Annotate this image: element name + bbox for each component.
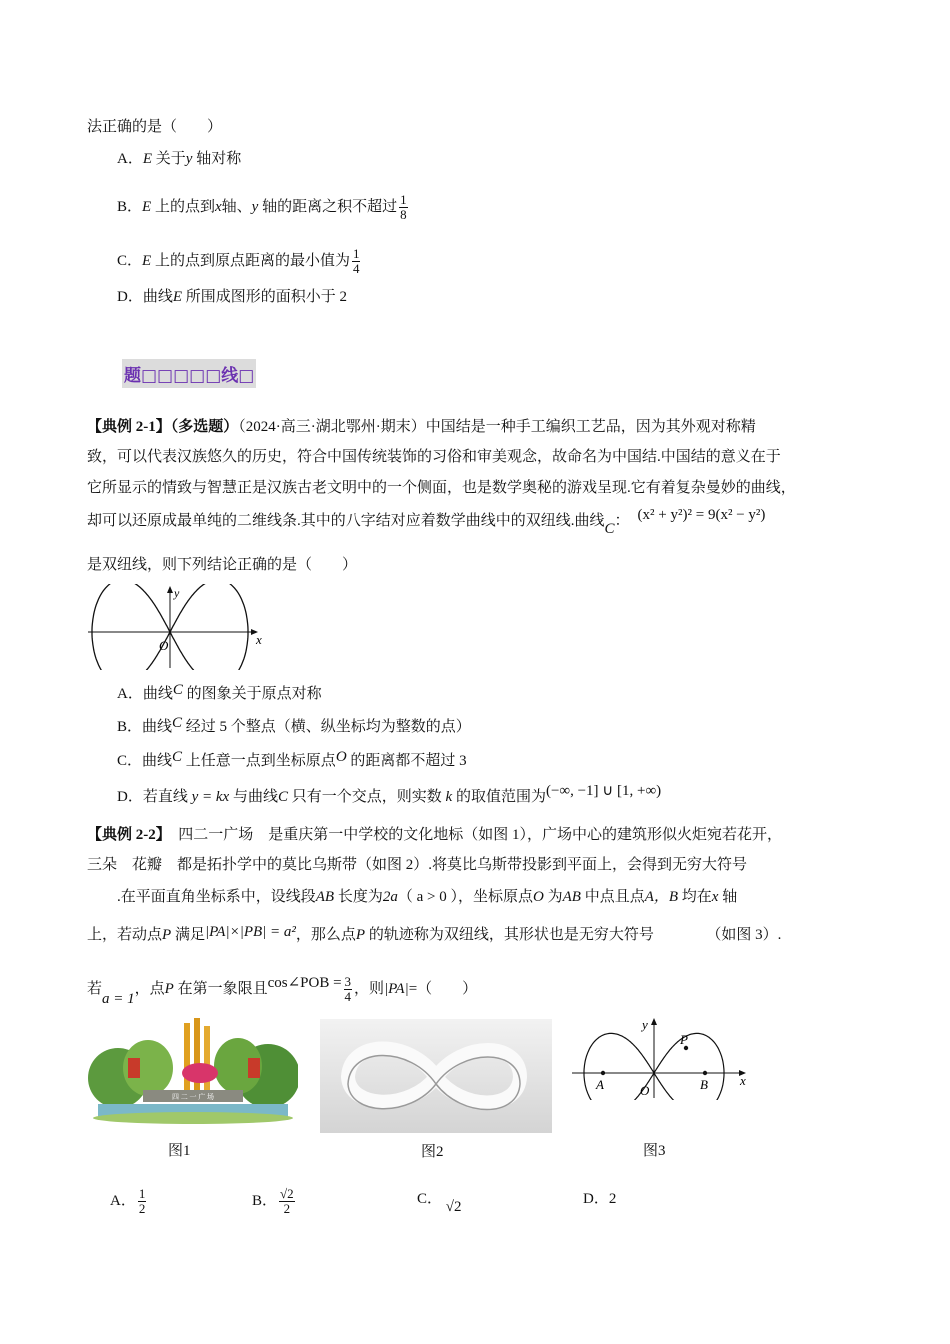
x-axis-label: x bbox=[256, 632, 262, 647]
section-heading: 题□□□□□线□ bbox=[122, 359, 256, 388]
option-d: D．若直线 y = kx 与曲线C 只有一个交点，则实数 k 的取值范围为(−∞, −1] ∪ [1, +∞) bbox=[117, 783, 662, 805]
svg-text:P: P bbox=[680, 1032, 688, 1047]
option-c: C．曲线C 上任意一点到坐标原点O 的距离都不超过 3 bbox=[117, 749, 467, 769]
example-2-1-line3: 它所显示的情致与智慧正是汉族古老文明中的一个侧面，也是数学奥秘的游戏呈现.它有着复杂曼妙的曲线， bbox=[87, 480, 796, 496]
fraction: $\frac{1}{4}$ bbox=[352, 246, 360, 276]
figure-2-caption: 图2 bbox=[421, 1144, 444, 1160]
example-2-1-line4: 却可以还原成最单纯的二维线条.其中的八字结对应着数学曲线中的双纽线.曲线C： (x² + y²)² = 9(x² − y²) bbox=[87, 507, 766, 537]
svg-text:y: y bbox=[642, 1017, 648, 1032]
option-a: A．E 关于y 轴对称 bbox=[117, 151, 242, 167]
answer-b: B． $\frac{√2}{2}$ bbox=[252, 1186, 294, 1216]
answer-d: D．2 bbox=[583, 1191, 617, 1207]
figure-3-caption: 图3 bbox=[643, 1143, 666, 1159]
figure-2-mobius-image bbox=[320, 1019, 552, 1133]
example-2-1-line2: 致，可以代表汉族悠久的历史，符合中国传统装饰的习俗和审美观念，故命名为中国结.中国结的意义在于 bbox=[87, 449, 781, 465]
option-b: B．E 上的点到x轴、y 轴的距离之积不超过 $\frac{1}{8}$ bbox=[117, 192, 407, 222]
option-d: D．曲线E 所围成图形的面积小于 2 bbox=[117, 289, 348, 305]
origin-label: O bbox=[159, 638, 169, 653]
example-2-1-line1: 【典例 2-1】（多选题）（2024·高三·湖北鄂州·期末）中国结是一种手工编织工艺品，因为其外观对称精 bbox=[87, 419, 756, 435]
svg-text:B: B bbox=[700, 1077, 708, 1092]
example-2-2-line4: 上，若动点P 满足|PA|×|PB| = a²，那么点P 的轨迹称为双纽线，其形状也是无穷大符号 （如图 3）. bbox=[87, 924, 782, 943]
example-2-2-line3: .在平面直角坐标系中，设线段AB 长度为2a（ a > 0 ），坐标原点O 为AB 中点且点A，B 均在x 轴 bbox=[117, 889, 738, 905]
answer-c: C． √2 bbox=[417, 1191, 462, 1215]
example-2-1-line5: 是双纽线，则下列结论正确的是（ ） bbox=[87, 557, 358, 573]
figure-3-lemniscate bbox=[570, 1014, 755, 1100]
option-b: B．曲线C 经过 5 个整点（横、纵坐标均为整数的点） bbox=[117, 715, 471, 735]
lemniscate-graph bbox=[86, 584, 276, 670]
option-c: C．E 上的点到原点距离的最小值为 $\frac{1}{4}$ bbox=[117, 246, 360, 276]
svg-text:O: O bbox=[640, 1083, 650, 1098]
figure-1-plaza-image bbox=[88, 1018, 298, 1130]
answer-a: A． $\frac{1}{2}$ bbox=[110, 1186, 146, 1216]
fraction: $\frac{1}{8}$ bbox=[400, 192, 407, 222]
y-axis-label: y bbox=[174, 586, 180, 600]
example-2-2-line1: 【典例 2-2】 四二一广场 是重庆第一中学校的文化地标（如图 1），广场中心的建筑形似火炬宛若花开， bbox=[87, 827, 783, 843]
plaza-sign: 四 二 一 广 场 bbox=[172, 1093, 214, 1101]
curve-equation: (x² + y²)² = 9(x² − y²) bbox=[637, 507, 766, 523]
example-2-2-line5: 若a = 1，点P 在第一象限且cos∠POB = $\frac{3}{4}$ ，则|PA|=（ ） bbox=[87, 974, 478, 1007]
question-stem-tail: 法正确的是（ ） bbox=[87, 119, 223, 135]
svg-text:A: A bbox=[596, 1077, 604, 1092]
example-2-2-line2: 三朵 花瓣 都是拓扑学中的莫比乌斯带（如图 2）.将莫比乌斯带投影到平面上，会得到无穷大符号 bbox=[87, 857, 748, 873]
figure-1-caption: 图1 bbox=[168, 1143, 191, 1159]
option-a: A．曲线C 的图象关于原点对称 bbox=[117, 682, 322, 702]
svg-text:x: x bbox=[740, 1073, 746, 1088]
